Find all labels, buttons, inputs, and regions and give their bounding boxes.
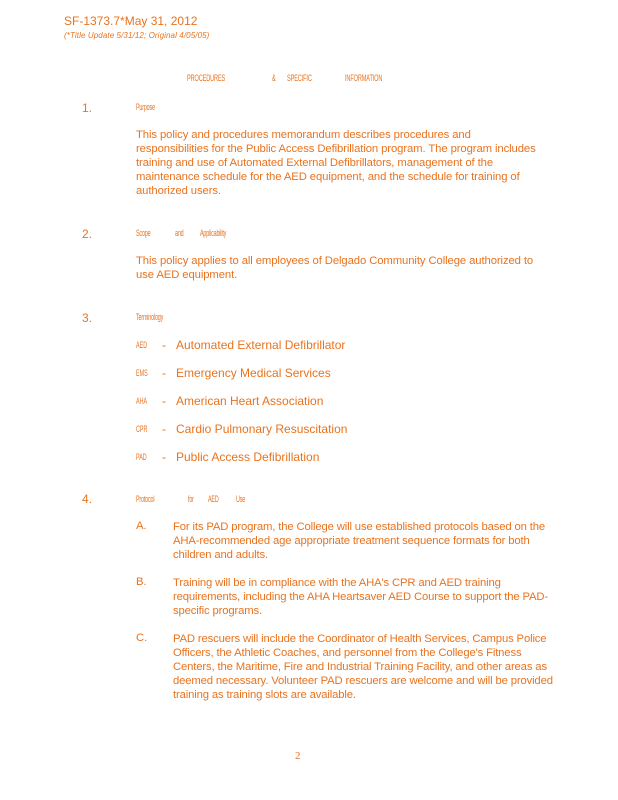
item-text: For its PAD program, the College will use established protocols based on the AHA-recommended age appropriate treatment sequence formats for both children and adults.: [173, 521, 546, 561]
section-title-and: and: [175, 228, 184, 238]
term-dash: -: [162, 450, 166, 464]
item-text: PAD rescuers will include the Coordinator of Health Services, Campus Police Officers, the Athletic Coaches, and personnel from the College's Fitness Centers, the Maritime, Fire and Industrial Training Facility, and other areas as deemed necessary. Volunteer PAD rescuers are welcome and will be provided training as training slots are available.: [173, 633, 553, 701]
term-abbr: AHA: [136, 396, 148, 406]
section-title-protocol: Protocol: [136, 494, 155, 504]
section-body-scope: This policy applies to all employees of Delgado Community College authorized to use AED equipment.: [136, 255, 534, 281]
term-abbr: AED: [136, 340, 148, 350]
item-text: Training will be in compliance with the AHA's CPR and AED training requirements, including the AHA Heartsaver AED Course to support the PAD-specific programs.: [173, 577, 549, 617]
term-definition: Emergency Medical Services: [176, 366, 331, 380]
heading-information: INFORMATION: [345, 73, 383, 83]
item-letter: C.: [136, 632, 148, 644]
term-definition: Automated External Defibrillator: [176, 338, 346, 352]
section-title-for: for: [188, 494, 194, 504]
section-title-purpose: Purpose: [136, 102, 155, 112]
section-title-applicability: Applicability: [200, 228, 227, 238]
heading-procedures: PROCEDURES: [187, 73, 226, 83]
term-definition: Public Access Defibrillation: [176, 450, 320, 464]
term-abbr: EMS: [136, 368, 148, 378]
section-body-purpose: This policy and procedures memorandum describes procedures and responsibilities for the Public Access Defibrillation program. The program includes training and use of Automated External Defibrillators, management of the maintenance schedule for the AED equipment, and the schedule for training of authorized users.: [136, 129, 536, 197]
page-number: 2: [295, 750, 301, 762]
section-title-scope: Scope: [136, 228, 151, 238]
section-title-use: Use: [236, 494, 246, 504]
term-abbr: CPR: [136, 424, 148, 434]
section-title-aed: AED: [208, 494, 219, 504]
title-update-note: (*Title Update 5/31/12; Original 4/05/05): [64, 31, 210, 40]
term-abbr: PAD: [136, 452, 147, 462]
term-dash: -: [162, 338, 166, 352]
item-letter: B.: [136, 576, 147, 588]
item-letter: A.: [136, 520, 147, 532]
section-title-terminology: Terminology: [136, 312, 164, 322]
section-number: 4.: [82, 492, 93, 506]
document-id: SF-1373.7*May 31, 2012: [64, 14, 198, 28]
heading-specific: SPECIFIC: [287, 73, 312, 83]
section-number: 3.: [82, 311, 93, 325]
heading-ampersand: &: [272, 73, 276, 83]
term-definition: Cardio Pulmonary Resuscitation: [176, 422, 348, 436]
term-definition: American Heart Association: [176, 394, 324, 408]
term-dash: -: [162, 394, 166, 408]
term-dash: -: [162, 366, 166, 380]
section-number: 2.: [82, 227, 93, 241]
term-dash: -: [162, 422, 166, 436]
section-number: 1.: [82, 101, 93, 115]
